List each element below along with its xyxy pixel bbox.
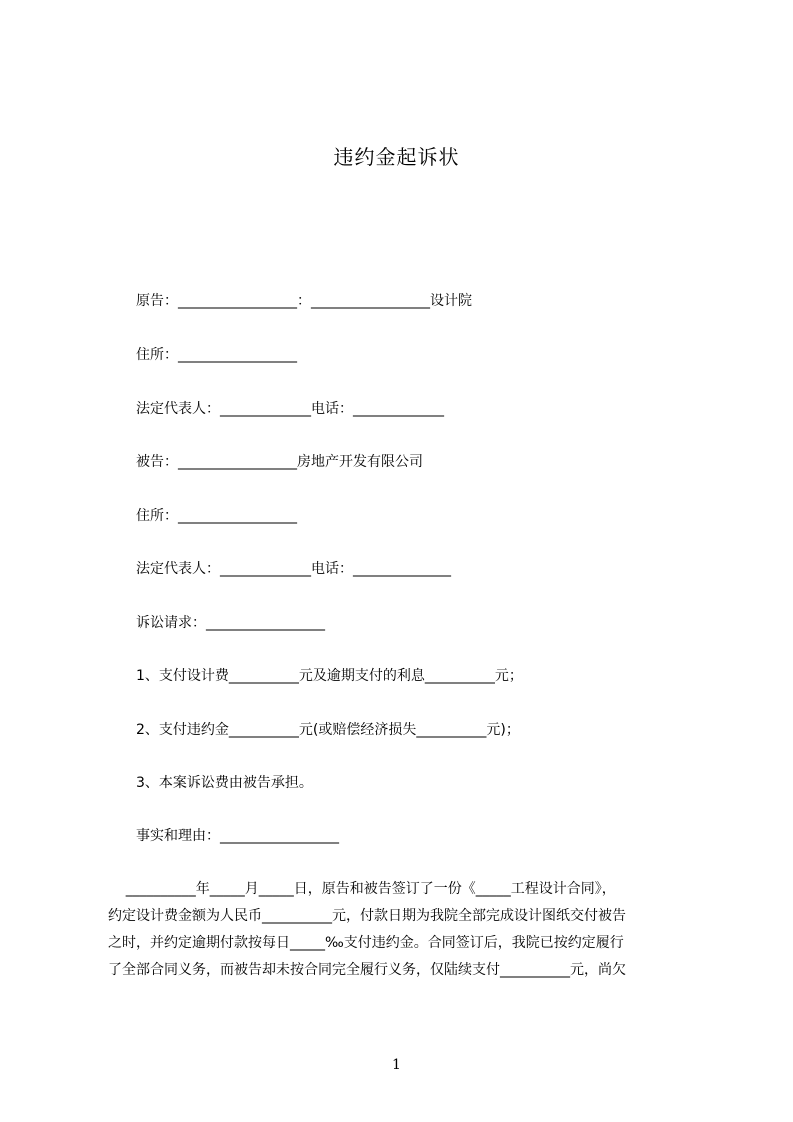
paragraph-line: __________年_____月_____日，原告和被告签订了一份《_____工程设计合同》， — [108, 881, 616, 897]
paragraph-line: 之时，并约定逾期付款按每日_____‰支付违约金。合同签订后，我院已按约定履行 — [108, 935, 624, 951]
paragraph-line: 了全部合同义务，而被告却未按合同完全履行义务，仅陆续支付__________元，尚欠 — [108, 962, 626, 978]
facts-paragraph — [108, 876, 698, 984]
defendant-line: 被告：_________________房地产开发有限公司 — [136, 454, 423, 470]
claim-item-3: 3、本案诉讼费由被告承担。 — [136, 775, 313, 791]
plaintiff-representative-line: 法定代表人：_____________电话：_____________ — [136, 401, 444, 417]
plaintiff-line: 原告：_________________：_________________设计院 — [136, 293, 472, 309]
plaintiff-address-line: 住所：_________________ — [136, 347, 297, 363]
page-number: 1 — [392, 1057, 401, 1073]
document-title: 违约金起诉状 — [333, 145, 460, 169]
defendant-representative-line: 法定代表人：_____________电话：______________ — [136, 561, 451, 577]
claims-heading-line: 诉讼请求：_________________ — [136, 615, 325, 631]
facts-heading-line: 事实和理由：_________________ — [136, 828, 339, 844]
paragraph-line: 约定设计费金额为人民币__________元，付款日期为我院全部完成设计图纸交付被告 — [108, 908, 626, 924]
claim-item-2: 2、支付违约金__________元(或赔偿经济损失__________元)； — [136, 722, 520, 738]
defendant-address-line: 住所：_________________ — [136, 508, 297, 524]
claim-item-1: 1、支付设计费__________元及逾期支付的利息__________元； — [136, 668, 523, 684]
